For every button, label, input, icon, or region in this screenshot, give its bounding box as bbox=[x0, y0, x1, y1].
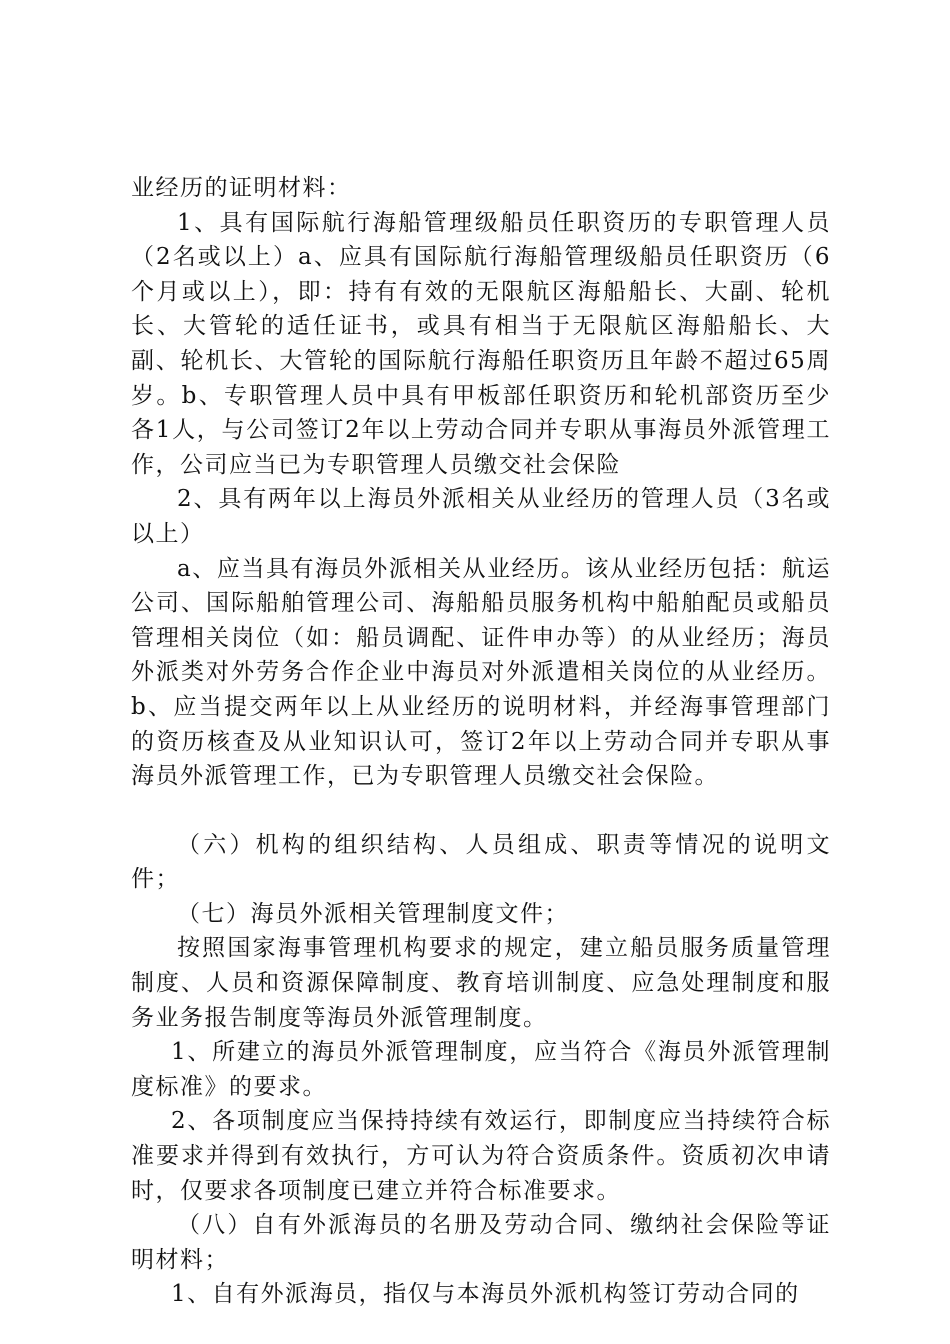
paragraph-section-8: （八）自有外派海员的名册及劳动合同、缴纳社会保险等证明材料； bbox=[131, 1212, 831, 1273]
paragraph-section-7-body: 按照国家海事管理机构要求的规定，建立船员服务质量管理制度、人员和资源保障制度、教育培训制度、应急处理制度和服务业务报告制度等海员外派管理制度。 bbox=[131, 935, 831, 1031]
paragraph-continuation: 业经历的证明材料： bbox=[131, 175, 352, 201]
paragraph-gap bbox=[131, 794, 831, 828]
paragraph-item-1-management-staff: 1、具有国际航行海船管理级船员任职资历的专职管理人员（2名或以上）a、应具有国际航行海船管理级船员任职资历（6个月或以上），即：持有有效的无限航区海船船长、大副、轮机长、大管轮的适任证书，或具有相当于无限航区海船船长、大副、轮机长、大管轮的国际航行海船任职资历且年龄不超过65周岁。b、专职管理人员中具有甲板部任职资历和轮机部资历至少各1人，与公司签订2年以上劳动合同并专职从事海员外派管理工作，公司应当已为专职管理人员缴交社会保险 bbox=[131, 209, 831, 478]
paragraph-section-7-item-1: 1、所建立的海员外派管理制度，应当符合《海员外派管理制度标准》的要求。 bbox=[131, 1039, 831, 1100]
paragraph-section-6: （六）机构的组织结构、人员组成、职责等情况的说明文件； bbox=[131, 831, 831, 893]
paragraph-item-2a-details: a、应当具有海员外派相关从业经历。该从业经历包括：航运公司、国际船舶管理公司、海船船员服务机构中船舶配员或船员管理相关岗位（如：船员调配、证件申办等）的从业经历；海员外派类对外劳务合作企业中海员对外派遣相关岗位的从业经历。b、应当提交两年以上从业经历的说明材料，并经海事管理部门的资历核查及从业知识认可，签订2年以上劳动合同并专职从事海员外派管理工作，已为专职管理人员缴交社会保险。 bbox=[131, 555, 831, 790]
document-body bbox=[131, 171, 831, 1312]
paragraph-section-8-item-1: 1、自有外派海员，指仅与本海员外派机构签订劳动合同的 bbox=[171, 1281, 800, 1308]
paragraph-section-7-item-2: 2、各项制度应当保持持续有效运行，即制度应当持续符合标准要求并得到有效执行，方可认为符合资质条件。资质初次申请时，仅要求各项制度已建立并符合标准要求。 bbox=[131, 1108, 831, 1204]
paragraph-section-7: （七）海员外派相关管理制度文件； bbox=[177, 900, 569, 927]
paragraph-item-2-experienced-staff: 2、具有两年以上海员外派相关从业经历的管理人员（3名或以上） bbox=[131, 486, 831, 547]
